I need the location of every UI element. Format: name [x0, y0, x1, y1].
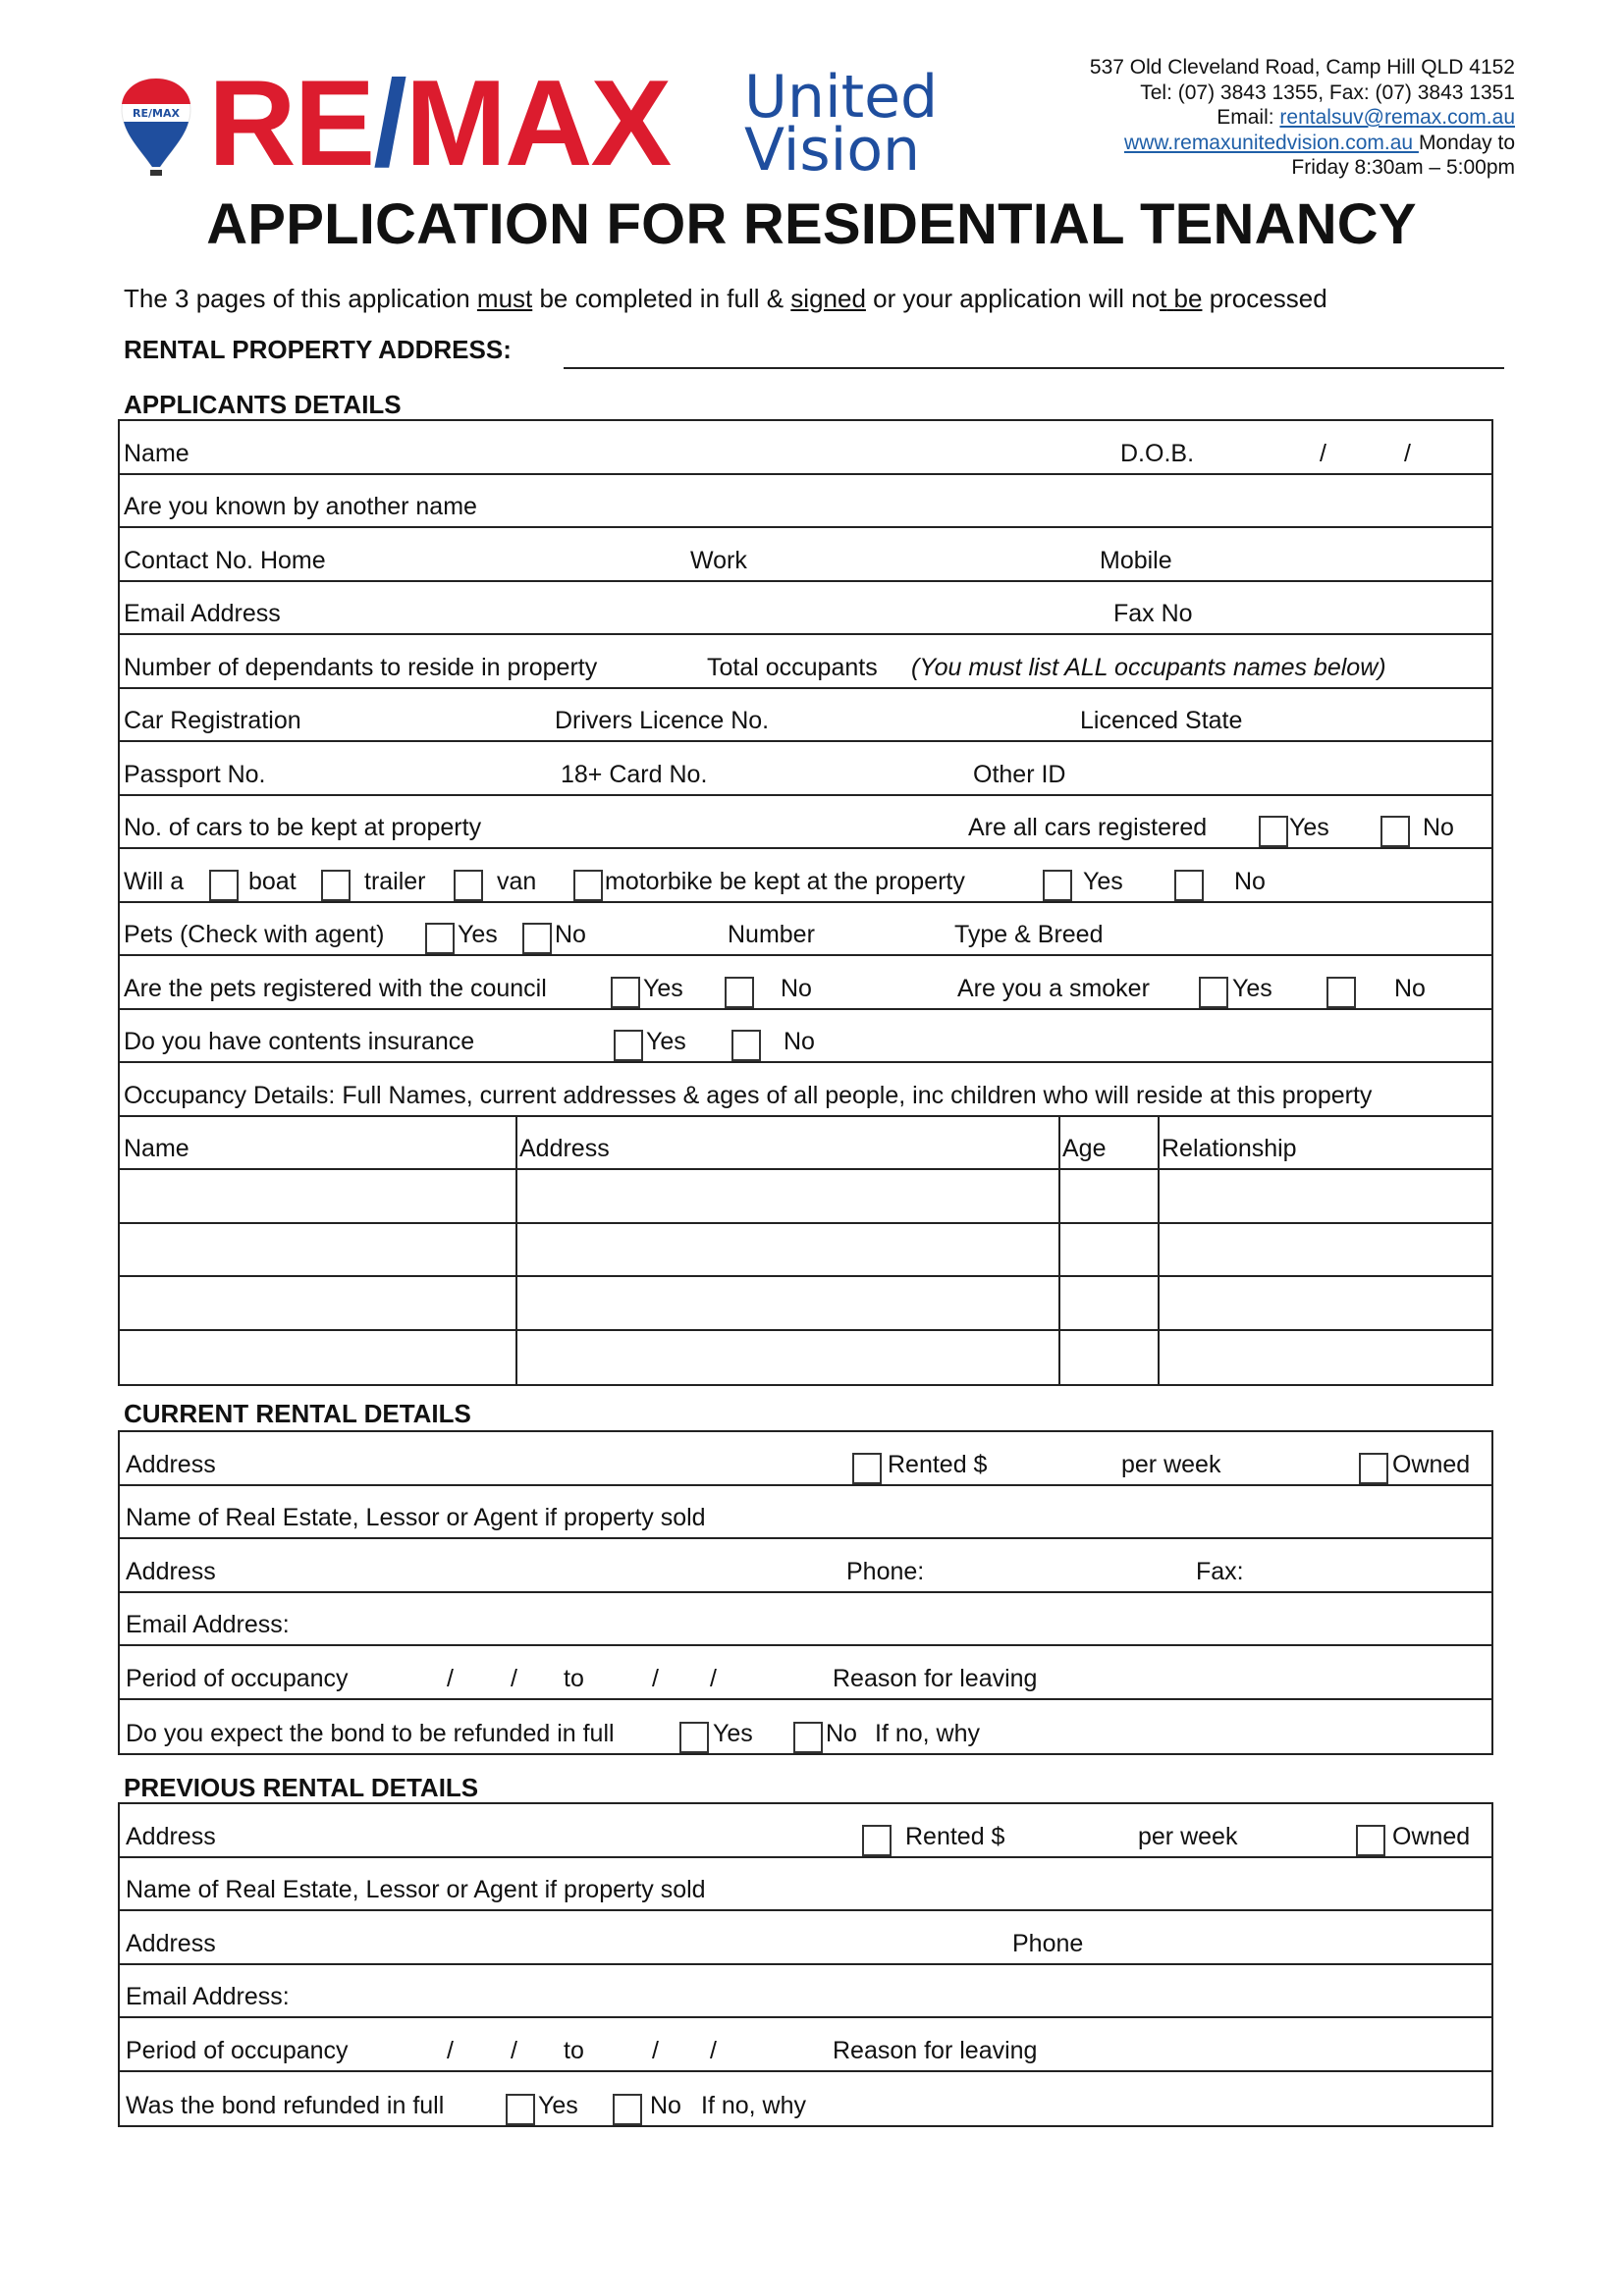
email-fax-row[interactable]: [120, 582, 1491, 636]
reason-leaving-label: Reason for leaving: [833, 2036, 1038, 2064]
pets-registered-label: Are the pets registered with the council: [124, 974, 547, 1002]
if-no-why-label: If no, why: [875, 1720, 980, 1747]
wordmark-re: RE: [208, 56, 374, 191]
yes-label: Yes: [458, 921, 498, 948]
bond-no-checkbox[interactable]: [613, 2094, 642, 2125]
boat-checkbox[interactable]: [209, 870, 239, 901]
office-name-line1: United: [744, 63, 939, 132]
agent-address-label: Address: [126, 1929, 216, 1957]
column-divider: [1058, 1224, 1060, 1276]
occupant-address-cell[interactable]: [519, 1333, 1055, 1378]
cars-registered-label: Are all cars registered: [968, 814, 1208, 841]
previous-period-row[interactable]: [120, 2018, 1491, 2072]
applicant-name-row[interactable]: [120, 421, 1491, 475]
current-address-label: Address: [126, 1450, 216, 1478]
contents-insurance-label: Do you have contents insurance: [124, 1028, 475, 1055]
pets-type-breed-label: Type & Breed: [954, 921, 1104, 948]
passport-label: Passport No.: [124, 760, 266, 788]
insurance-yes-checkbox[interactable]: [614, 1030, 643, 1061]
office-website-link[interactable]: www.remaxunitedvision.com.au: [1123, 131, 1419, 154]
current-agent-name-row[interactable]: [120, 1486, 1491, 1540]
period-label: Period of occupancy: [126, 2036, 349, 2064]
van-label: van: [497, 867, 537, 895]
no-label: No: [1394, 974, 1426, 1002]
previous-agent-address-row[interactable]: [120, 1911, 1491, 1965]
contact-home-label: Contact No. Home: [124, 546, 326, 574]
occupant-age-cell[interactable]: [1062, 1171, 1154, 1216]
remax-wordmark: [208, 56, 671, 191]
date-separator: /: [511, 2036, 517, 2064]
office-hours-part1: Monday to: [1418, 131, 1515, 154]
agent-phone-label: Phone:: [846, 1557, 925, 1585]
smoker-yes-checkbox[interactable]: [1199, 977, 1228, 1008]
svg-text:RE/MAX: RE/MAX: [133, 107, 180, 120]
vehicles-no-checkbox[interactable]: [1174, 870, 1204, 901]
bond-label: Was the bond refunded in full: [126, 2092, 445, 2119]
name-label: Name: [124, 439, 189, 467]
office-website-line: [1090, 131, 1515, 156]
agent-name-label: Name of Real Estate, Lessor or Agent if property sold: [126, 1504, 706, 1531]
yes-label: Yes: [643, 974, 683, 1002]
previous-rented-checkbox[interactable]: [862, 1825, 892, 1856]
occupant-row: [120, 1277, 1491, 1331]
occupant-name-cell[interactable]: [124, 1333, 512, 1378]
bond-yes-checkbox[interactable]: [506, 2094, 535, 2125]
rented-label: Rented $: [888, 1450, 988, 1478]
card18-label: 18+ Card No.: [561, 760, 708, 788]
email-label: Email Address: [124, 600, 281, 627]
office-email-link[interactable]: rentalsuv@remax.com.au: [1279, 106, 1515, 129]
to-label: to: [564, 2036, 584, 2064]
pets-number-label: Number: [728, 921, 815, 948]
occupant-row: [120, 1331, 1491, 1385]
yes-label: Yes: [1232, 974, 1272, 1002]
email-label: Email:: [1217, 106, 1280, 129]
agent-email-label: Email Address:: [126, 1611, 290, 1638]
applicants-details-heading: APPLICANTS DETAILS: [124, 390, 402, 419]
owned-label: Owned: [1392, 1450, 1471, 1478]
column-divider: [515, 1331, 517, 1385]
mobile-label: Mobile: [1100, 546, 1172, 574]
previous-rental-table: [118, 1802, 1493, 2127]
cars-registered-no-checkbox[interactable]: [1380, 816, 1410, 847]
no-label: No: [555, 921, 586, 948]
motorbike-checkbox[interactable]: [573, 870, 603, 901]
occupant-relationship-cell[interactable]: [1162, 1278, 1486, 1323]
column-header-relationship: Relationship: [1162, 1135, 1297, 1162]
occupant-row: [120, 1170, 1491, 1224]
rental-property-address-field[interactable]: [564, 367, 1504, 369]
occupant-row: [120, 1224, 1491, 1278]
trailer-label: trailer: [364, 867, 426, 895]
no-label: No: [650, 2092, 681, 2119]
dob-label: D.O.B.: [1120, 439, 1195, 467]
motorbike-label: motorbike be kept at the property: [605, 867, 965, 895]
van-checkbox[interactable]: [454, 870, 483, 901]
column-divider: [1058, 1170, 1060, 1222]
previous-agent-email-row[interactable]: [120, 1965, 1491, 2019]
previous-address-label: Address: [126, 1822, 216, 1850]
yes-label: Yes: [538, 2092, 578, 2119]
boat-label: boat: [248, 867, 297, 895]
occupant-address-cell[interactable]: [519, 1171, 1055, 1216]
office-name: [744, 63, 939, 185]
column-divider: [1058, 1277, 1060, 1329]
intro-must: must: [476, 284, 533, 313]
trailer-checkbox[interactable]: [321, 870, 351, 901]
known-by-another-name-row[interactable]: [120, 475, 1491, 529]
current-agent-email-row[interactable]: [120, 1593, 1491, 1647]
page-title: APPLICATION FOR RESIDENTIAL TENANCY: [206, 192, 1417, 256]
occupant-age-cell[interactable]: [1062, 1278, 1154, 1323]
occupants-header-row: [120, 1117, 1491, 1171]
instructions-text: [124, 283, 1327, 314]
bond-no-checkbox[interactable]: [793, 1722, 823, 1753]
occupant-age-cell[interactable]: [1062, 1333, 1154, 1378]
smoker-no-checkbox[interactable]: [1326, 977, 1356, 1008]
current-address-row: [120, 1432, 1491, 1486]
column-header-name: Name: [124, 1135, 189, 1162]
date-separator: /: [710, 2036, 717, 2064]
wordmark-slash: /: [373, 56, 406, 191]
cars-kept-label: No. of cars to be kept at property: [124, 814, 482, 841]
pets-label: Pets (Check with agent): [124, 921, 385, 948]
agent-phone-label: Phone: [1012, 1929, 1084, 1957]
date-separator: /: [710, 1664, 717, 1692]
current-rental-heading: CURRENT RENTAL DETAILS: [124, 1399, 471, 1428]
column-divider: [1158, 1117, 1160, 1169]
known-by-label: Are you known by another name: [124, 493, 477, 520]
agent-fax-label: Fax:: [1196, 1557, 1244, 1585]
office-phone-fax: Tel: (07) 3843 1355, Fax: (07) 3843 1351: [1140, 80, 1515, 104]
yes-label: Yes: [713, 1720, 753, 1747]
insurance-no-checkbox[interactable]: [731, 1030, 761, 1061]
vehicles-yes-checkbox[interactable]: [1043, 870, 1072, 901]
pets-registered-smoker-row: [120, 956, 1491, 1010]
no-label: No: [1423, 814, 1454, 841]
intro-text: be completed in full &: [532, 284, 791, 313]
office-name-line2: Vision: [744, 116, 921, 185]
cars-registered-yes-checkbox[interactable]: [1259, 816, 1288, 847]
column-divider: [515, 1277, 517, 1329]
bond-yes-checkbox[interactable]: [679, 1722, 709, 1753]
work-label: Work: [690, 546, 747, 574]
agent-email-label: Email Address:: [126, 1983, 290, 2010]
office-address: 537 Old Cleveland Road, Camp Hill QLD 4152: [1089, 56, 1515, 79]
dependants-row[interactable]: [120, 635, 1491, 689]
occupant-address-cell[interactable]: [519, 1278, 1055, 1323]
current-owned-checkbox[interactable]: [1359, 1453, 1388, 1484]
column-divider: [515, 1170, 517, 1222]
occupancy-details-row: [120, 1063, 1491, 1117]
yes-label: Yes: [646, 1028, 686, 1055]
pets-registered-yes-checkbox[interactable]: [611, 977, 640, 1008]
agent-address-label: Address: [126, 1557, 216, 1585]
rental-property-address-label: RENTAL PROPERTY ADDRESS:: [124, 335, 512, 364]
occupant-name-cell[interactable]: [124, 1171, 512, 1216]
intro-signed: signed: [790, 284, 866, 313]
no-label: No: [826, 1720, 857, 1747]
to-label: to: [564, 1664, 584, 1692]
occupant-name-cell[interactable]: [124, 1224, 512, 1269]
owned-label: Owned: [1392, 1822, 1471, 1850]
other-id-label: Other ID: [973, 760, 1066, 788]
dob-separator: /: [1320, 439, 1326, 467]
period-label: Period of occupancy: [126, 1664, 349, 1692]
occupant-relationship-cell[interactable]: [1162, 1171, 1486, 1216]
date-separator: /: [652, 1664, 659, 1692]
intro-text: The 3 pages of this application: [124, 284, 477, 313]
agent-name-label: Name of Real Estate, Lessor or Agent if property sold: [126, 1876, 706, 1903]
column-header-address: Address: [519, 1135, 610, 1162]
current-rental-table: [118, 1430, 1493, 1755]
column-divider: [515, 1224, 517, 1276]
licenced-state-label: Licenced State: [1080, 707, 1243, 734]
pets-registered-no-checkbox[interactable]: [725, 977, 754, 1008]
vehicles-row: [120, 849, 1491, 903]
column-divider: [1158, 1224, 1160, 1276]
column-divider: [1158, 1331, 1160, 1385]
current-rented-checkbox[interactable]: [852, 1453, 882, 1484]
intro-text: processed: [1202, 284, 1327, 313]
current-bond-row: [120, 1700, 1491, 1754]
occupant-address-cell[interactable]: [519, 1224, 1055, 1269]
dependants-label: Number of dependants to reside in property: [124, 653, 598, 681]
bond-label: Do you expect the bond to be refunded in full: [126, 1720, 615, 1747]
no-label: No: [781, 974, 812, 1002]
intro-text: or your application will no: [865, 284, 1161, 313]
applicants-details-table: [118, 419, 1493, 1386]
id-documents-row[interactable]: [120, 742, 1491, 796]
date-separator: /: [652, 2036, 659, 2064]
drivers-licence-label: Drivers Licence No.: [555, 707, 770, 734]
previous-owned-checkbox[interactable]: [1356, 1825, 1385, 1856]
yes-label: Yes: [1083, 867, 1123, 895]
occupant-age-cell[interactable]: [1062, 1224, 1154, 1269]
pets-no-checkbox[interactable]: [522, 923, 552, 954]
fax-label: Fax No: [1113, 600, 1193, 627]
contact-numbers-row[interactable]: [120, 528, 1491, 582]
occupancy-details-label: Occupancy Details: Full Names, current addresses & ages of all people, inc children who will reside at this property: [124, 1081, 1373, 1109]
column-header-age: Age: [1062, 1135, 1107, 1162]
column-divider: [1058, 1117, 1060, 1169]
date-separator: /: [447, 1664, 454, 1692]
office-hours: Friday 8:30am – 5:00pm: [1291, 156, 1515, 179]
date-separator: /: [511, 1664, 517, 1692]
reason-leaving-label: Reason for leaving: [833, 1664, 1038, 1692]
car-registration-label: Car Registration: [124, 707, 301, 734]
contents-insurance-row: [120, 1010, 1491, 1064]
smoker-label: Are you a smoker: [957, 974, 1150, 1002]
occupant-relationship-cell[interactable]: [1162, 1333, 1486, 1378]
car-licence-row[interactable]: [120, 689, 1491, 743]
current-period-row[interactable]: [120, 1646, 1491, 1700]
column-divider: [1158, 1277, 1160, 1329]
office-email-line: [1090, 105, 1515, 131]
previous-rental-heading: PREVIOUS RENTAL DETAILS: [124, 1773, 479, 1802]
intro-not-be: t be: [1160, 284, 1203, 313]
previous-bond-row: [120, 2072, 1491, 2126]
pets-yes-checkbox[interactable]: [425, 923, 455, 954]
will-a-label: Will a: [124, 867, 185, 895]
rented-label: Rented $: [905, 1822, 1005, 1850]
no-label: No: [784, 1028, 815, 1055]
dob-separator: /: [1404, 439, 1411, 467]
per-week-label: per week: [1138, 1822, 1238, 1850]
wordmark-max: MAX: [405, 56, 671, 191]
occupants-note: (You must list ALL occupants names below): [911, 653, 1386, 681]
previous-address-row: [120, 1804, 1491, 1858]
per-week-label: per week: [1121, 1450, 1221, 1478]
if-no-why-label: If no, why: [701, 2092, 806, 2119]
column-divider: [1158, 1170, 1160, 1222]
office-contact-block: [1090, 55, 1515, 181]
occupant-relationship-cell[interactable]: [1162, 1224, 1486, 1269]
balloon-icon: [120, 77, 192, 177]
cars-row: [120, 796, 1491, 850]
no-label: No: [1234, 867, 1266, 895]
date-separator: /: [447, 2036, 454, 2064]
column-divider: [515, 1117, 517, 1169]
total-occupants-label: Total occupants: [707, 653, 878, 681]
previous-agent-name-row[interactable]: [120, 1858, 1491, 1912]
occupant-name-cell[interactable]: [124, 1278, 512, 1323]
column-divider: [1058, 1331, 1060, 1385]
yes-label: Yes: [1289, 814, 1329, 841]
pets-row: [120, 903, 1491, 957]
current-agent-address-row[interactable]: [120, 1539, 1491, 1593]
